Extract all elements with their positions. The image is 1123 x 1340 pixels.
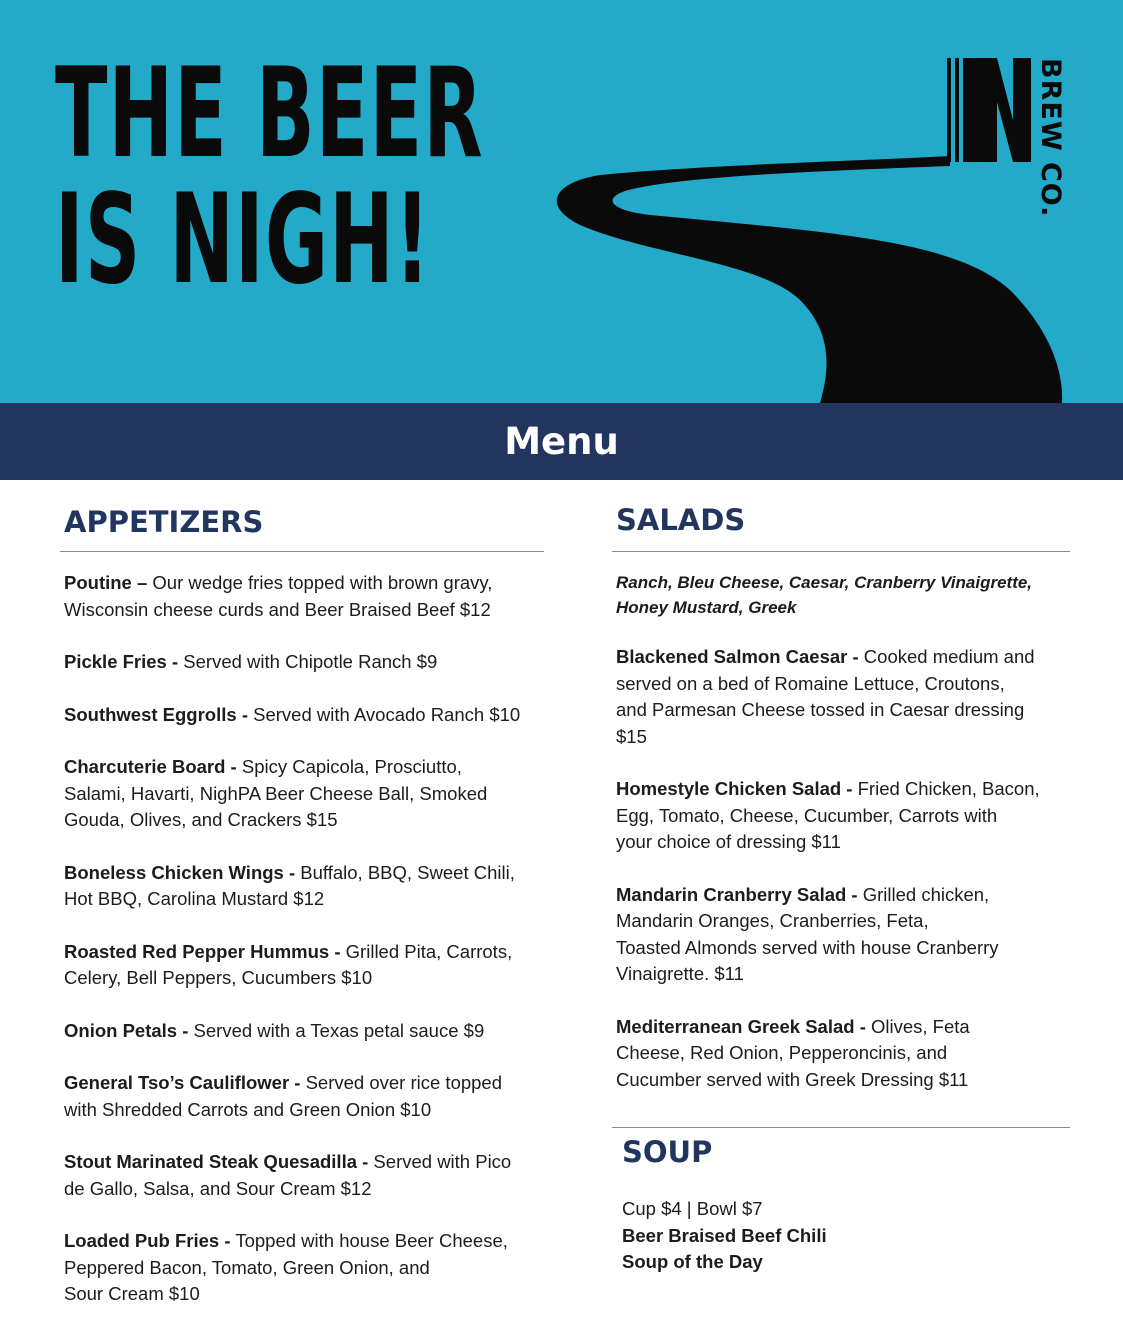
menu-item-description: your choice of dressing $11 [616,831,841,852]
menu-item-description: Spicy Capicola, Prosciutto, [236,756,462,777]
menu-item-name: General Tso’s Cauliflower - [64,1072,301,1093]
menu-item [60,1228,544,1308]
menu-item-line [612,1014,1070,1041]
hero-header [0,0,1123,403]
menu-item-description: Our wedge fries topped with brown gravy, [147,572,493,593]
logo-side-text: BREW CO. [1035,58,1066,218]
menu-item-line [60,1255,544,1282]
menu-item-name: Boneless Chicken Wings - [64,861,296,883]
menu-item [60,939,544,992]
menu-item [60,1070,544,1123]
menu-item-name: Loaded Pub Fries - [64,1230,231,1251]
menu-item-line [612,776,1070,803]
menu-item-line [60,597,544,624]
soup-heading: SOUP [622,1135,713,1169]
menu-item-line [612,961,1070,988]
menu-item-description: Grilled chicken, [857,883,990,905]
hero-title [55,42,484,312]
menu-item-description: Cheese, Red Onion, Pepperoncinis, and [616,1042,948,1063]
menu-item-description: Served with Avocado Ranch $10 [247,703,521,725]
menu-item-line [612,644,1070,671]
menu-item-name: Homestyle Chicken Salad - [616,778,853,799]
menu-item-description: Cooked medium and [858,646,1035,667]
menu-item-line [612,1040,1070,1067]
menu-item-description: with Shredded Carrots and Green Onion $10 [64,1098,432,1120]
appetizers-section [60,480,544,1334]
hero-title-line-1: THE BEER [55,42,484,186]
salads-heading: SALADS [616,503,746,537]
menu-item-line [612,724,1070,751]
menu-item-description: served on a bed of Romaine Lettuce, Croutons, [616,672,1005,694]
brewery-logo-brew-co [1035,58,1066,218]
menu-item-description: Grilled Pita, Carrots, [340,940,513,962]
menu-item-description: $15 [616,725,647,747]
salad-list [612,644,1070,1093]
menu-item-line [612,829,1070,856]
menu-item [60,570,544,623]
menu-item [60,649,544,676]
menu-title: Menu [504,420,619,463]
menu-item-description: Peppered Bacon, Tomato, Green Onion, and [64,1256,430,1278]
menu-item-description: Mandarin Oranges, Cranberries, Feta, [616,910,929,931]
menu-item-name: Poutine – [64,572,148,593]
menu-item-description: Sour Cream $10 [64,1283,200,1304]
menu-item-description: Served over rice topped [300,1072,503,1093]
menu-item-description: Toasted Almonds served with house Cranberry [616,936,999,958]
menu-item-line [60,807,544,834]
menu-item-line [60,1149,544,1176]
menu-item-description: and Parmesan Cheese tossed in Caesar dressing [616,699,1025,720]
menu-item-line [60,1097,544,1124]
menu-item [612,882,1070,988]
menu-item-name: Mandarin Cranberry Salad - [616,883,858,905]
menu-item-line [60,860,544,887]
salads-section [612,480,1070,1276]
menu-item-description: Hot BBQ, Carolina Mustard $12 [64,888,325,909]
hero-title-line-2: IS NIGH! [55,168,432,312]
menu-item-description: Fried Chicken, Bacon, [852,778,1040,799]
menu-item-line [60,1018,544,1045]
dressing-options-line-2: Honey Mustard, Greek [616,598,797,617]
menu-item [60,1018,544,1045]
appetizer-list [60,570,544,1308]
menu-item-line [60,886,544,913]
soup-item: Soup of the Day [622,1251,763,1272]
menu-item-line [60,965,544,992]
menu-item-line [60,781,544,808]
menu-item [612,776,1070,856]
menu-item-line [60,1176,544,1203]
dressing-options-line-1: Ranch, Bleu Cheese, Caesar, Cranberry Vinaigrette, [616,573,1033,592]
menu-item-line [60,570,544,597]
menu-item-description: Wisconsin cheese curds and Beer Braised Beef $12 [64,598,491,620]
menu-item-description: Egg, Tomato, Cheese, Cucumber, Carrots with [616,804,998,826]
menu-item-line [612,697,1070,724]
menu-item-line [612,908,1070,935]
menu-item-description: Gouda, Olives, and Crackers $15 [64,809,338,830]
menu-item-description: de Gallo, Salsa, and Sour Cream $12 [64,1177,372,1199]
menu-item-description: Topped with house Beer Cheese, [230,1230,508,1251]
menu-item-name: Mediterranean Greek Salad - [616,1015,866,1037]
menu-banner [0,403,1123,480]
menu-item [60,754,544,834]
menu-item [60,860,544,913]
menu-item-description: Celery, Bell Peppers, Cucumbers $10 [64,967,373,988]
menu-item-description: Cucumber served with Greek Dressing $11 [616,1068,969,1090]
menu-item-line [60,754,544,781]
menu-item-description: Served with Pico [368,1151,512,1172]
menu-item-name: Charcuterie Board - [64,756,237,777]
menu-item-name: Roasted Red Pepper Hummus - [64,940,341,962]
menu-item-line [612,935,1070,962]
menu-item-line [60,939,544,966]
menu-item-line [612,671,1070,698]
menu-item-line [60,1228,544,1255]
menu-item-name: Stout Marinated Steak Quesadilla - [64,1151,369,1172]
menu-item [60,702,544,729]
menu-item-line [60,702,544,729]
menu-item-line [612,1067,1070,1094]
menu-item-line [60,1070,544,1097]
menu-item [612,1014,1070,1094]
menu-item-name: Southwest Eggrolls - [64,703,248,725]
menu-item-description: Olives, Feta [865,1015,970,1037]
menu-item-description: Served with Chipotle Ranch $9 [178,651,438,672]
menu-item-name: Onion Petals - [64,1019,189,1041]
menu-item-description: Salami, Havarti, NighPA Beer Cheese Ball, Smoked [64,782,488,804]
menu-item [60,1149,544,1202]
soup-price: Cup $4 | Bowl $7 [622,1198,763,1219]
menu-item-line [60,1281,544,1308]
menu-item-description: Served with a Texas petal sauce $9 [188,1019,485,1041]
brewery-logo-n [947,58,1031,162]
menu-item-line [612,882,1070,909]
menu-item-description: Buffalo, BBQ, Sweet Chili, [295,861,515,883]
appetizers-heading: APPETIZERS [64,505,264,539]
soup-item: Beer Braised Beef Chili [622,1224,827,1246]
menu-item [612,644,1070,750]
menu-item-name: Pickle Fries - [64,651,179,672]
menu-item-description: Vinaigrette. $11 [616,963,744,984]
menu-item-name: Blackened Salmon Caesar - [616,646,859,667]
menu-item-line [612,803,1070,830]
menu-item-line [60,649,544,676]
